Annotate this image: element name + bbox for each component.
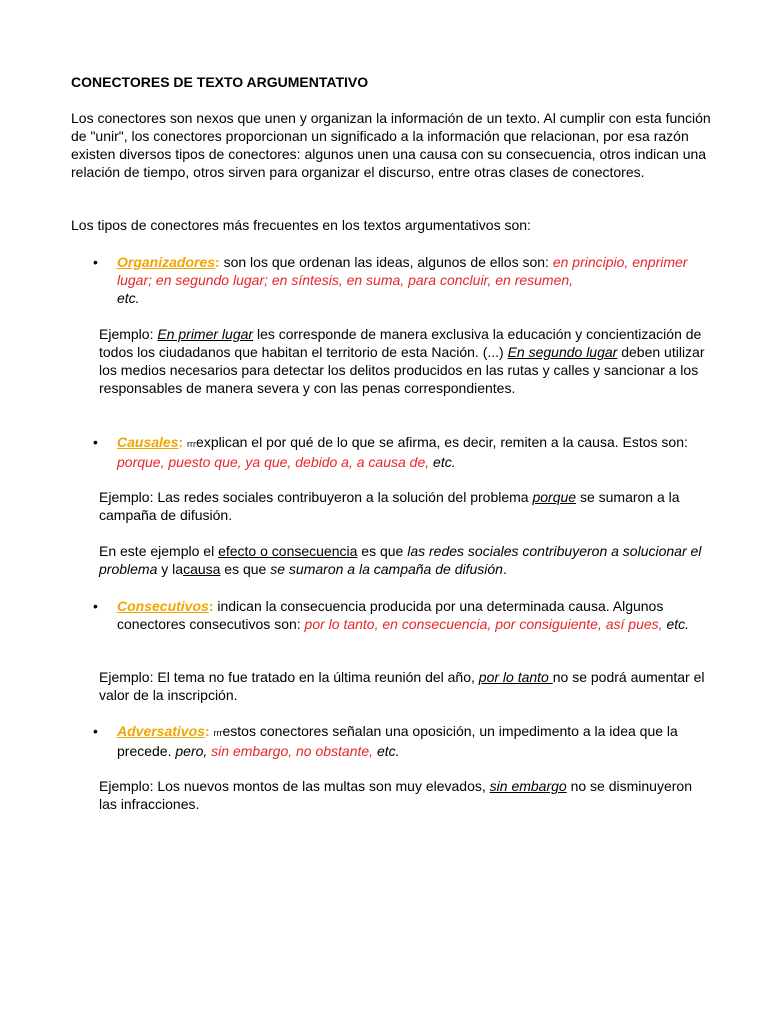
connector-examples: en principio, enprimer lugar; en segundo lugar; en síntesis, en suma, para concluir, en resumen, [117,254,688,288]
document-title: CONECTORES DE TEXTO ARGUMENTATIVO [71,74,369,90]
bullet-consecutivos: • [93,598,98,614]
example-label: Ejemplo: [99,778,158,794]
note-underlined: efecto o consecuencia [218,543,358,559]
connector-examples: porque, puesto que, ya que, debido a, a causa de, [117,454,430,470]
example-connector: En segundo lugar [507,344,618,360]
note-text: En este ejemplo el [99,543,219,559]
example-text: no se disminuyeron las infracciones. [99,778,692,812]
note-italic: las redes sociales contribuyeron a solucionar el problema [99,543,702,577]
example-text: les corresponde de manera exclusiva la educación y concientización de todos los ciudadanos que habitan el territorio de esta Nación. (...) [99,326,702,360]
term-adversativos: Adversativos [117,723,205,739]
example-text: El tema no fue tratado en la última reunión del año, [157,669,479,685]
term-colon: : [178,434,188,450]
example-text: deben utilizar los medios necesarios para detectar los delitos producidos en las rutas y calles y sancionar a los responsables de manera severa y con las penas correspondientes. [99,344,705,396]
bullet-adversativos: • [93,723,98,739]
list-item-organizadores [117,253,707,307]
example-connector: porque [532,489,577,505]
term-colon: : [208,598,214,614]
term-colon: : [215,254,220,270]
note-text: y la [157,561,184,577]
example-text: se sumaron a la campaña de difusión. [99,489,680,523]
example-text: Las redes sociales contribuyeron a la solución del problema [157,489,533,505]
example-consecutivos [99,668,709,704]
item-description: indican la consecuencia producida por una determinada causa. Algunos conectores consecutivos son: [117,598,664,632]
example-label: Ejemplo: [99,669,158,685]
note-text: es que [357,543,408,559]
causales-note [99,542,709,578]
example-connector: por lo tanto [478,669,553,685]
term-consecutivos: Consecutivos [117,598,209,614]
list-item-causales [117,433,707,471]
example-text: no se podrá aumentar el valor de la inscripción. [99,669,705,703]
etc-text: etc. [373,743,400,759]
example-text: Los nuevos montos de las multas son muy elevados, [157,778,490,794]
term-causales: Causales [117,434,179,450]
connector-examples: por lo tanto, en consecuencia, por consiguiente, así pues, [304,616,663,632]
example-connector: En primer lugar [157,326,254,342]
bullet-organizadores: • [93,254,98,270]
intro-paragraph: Los conectores son nexos que unen y organizan la información de un texto. Al cumplir con esta función de "unir", los conectores proporcionan un significado a la información que relacionan, por esa razón existen diversos tipos de conectores: algunos unen una causa con su consecuencia, otros indican una relación de tiempo, otros sirven para organizar el discurso, entre otras clases de conectores. [71,110,711,180]
example-causales [99,488,709,524]
etc-text: etc. [429,454,456,470]
example-label: Ejemplo: [99,489,158,505]
example-organizadores [99,325,709,397]
note-text: . [502,561,507,577]
list-item-consecutivos [117,597,707,633]
item-description: estos conectores señalan una oposición, un impedimento a la idea que la precede. [117,723,678,759]
item-description: son los que ordenan las ideas, algunos de ellos son: [219,254,553,270]
item-description: explican el por qué de lo que se afirma, es decir, remiten a la causa. Estos son: [196,434,688,450]
etc-text: etc. [117,290,140,306]
example-connector: sin embargo [489,778,567,794]
bullet-causales: • [93,434,98,450]
example-adversativos [99,777,709,813]
etc-text: etc. [662,616,690,632]
tipos-intro-paragraph: Los tipos de conectores más frecuentes en los textos argumentativos son: [71,217,531,233]
note-underlined: causa [183,561,221,577]
connector-example-pero: pero, [175,743,208,759]
note-italic: se sumaron a la campaña de difusión [270,561,503,577]
symbol-mark: rrr [213,728,223,738]
connector-examples: sin embargo, no obstante, [207,743,374,759]
example-label: Ejemplo: [99,326,158,342]
note-text: es que [220,561,271,577]
term-colon: : [204,723,214,739]
term-organizadores: Organizadores [117,254,216,270]
list-item-adversativos [117,722,707,760]
symbol-mark: rrr [187,439,197,449]
